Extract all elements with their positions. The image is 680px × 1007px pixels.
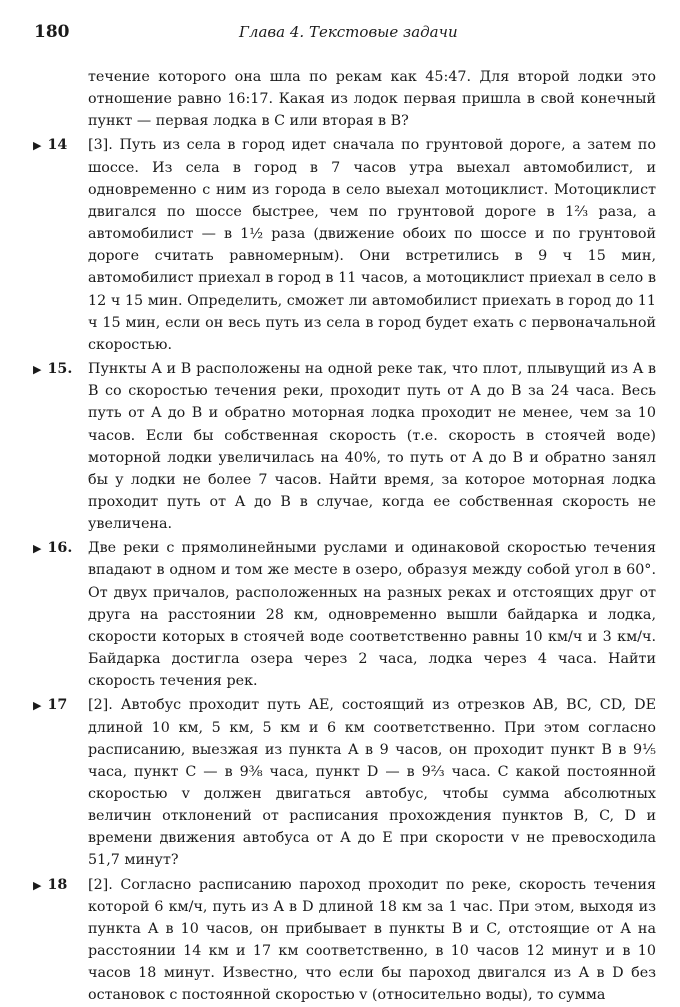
problem-text: [2]. Автобус проходит путь AE, состоящий из отрезков AB, BC, CD, DE длиной 10 км, 5 км, 5 км и 6 км соответственно. При этом согласно расписанию, выезжая из пункта A в 9 часов, он проходит пункт B в 9⅕ часа, пункт C — в 9⅜ часа, пункт D — в 9⅔ часа. С какой постоянной скоростью v должен двигаться автобус, чтобы сумма абсолютных величин отклонений от расписания прохождения пунктов B, C, D и времени движения автобуса от A до E при скорости v не превосходила 51,7 минут? <box>88 697 656 869</box>
problem-marker <box>33 134 67 157</box>
problem-16 <box>33 537 656 692</box>
problem-number: 16. <box>47 540 73 557</box>
problem-marker <box>33 537 72 560</box>
problem-15 <box>33 358 656 535</box>
problem-number: 18 <box>47 876 68 893</box>
problem-17 <box>33 694 656 871</box>
problem-number: 15. <box>47 361 73 378</box>
running-title: Глава 4. Текстовые задачи <box>239 23 458 41</box>
problem-number: 17 <box>47 697 68 714</box>
problem-18 <box>33 874 656 1007</box>
problem-14 <box>33 134 656 356</box>
problem-marker <box>33 694 67 717</box>
problem-text: Пункты A и B расположены на одной реке так, что плот, плывущий из A в B со скоростью течения реки, проходит путь от A до B за 24 часа. Весь путь от A до B и обратно моторная лодка проходит не менее, чем за 10 часов. Если бы собственная скорость (т.е. скорость в стоячей воде) моторной лодки увеличилась на 40%, то путь от A до B и обратно занял бы у лодки не более 7 часов. Найти время, за которое моторная лодка проходит путь от A до B в случае, когда ее собственная скорость не увеличена. <box>88 361 656 533</box>
triangle-icon: ▶ <box>33 878 42 892</box>
problem-text: [2]. Согласно расписанию пароход проходит по реке, скорость течения которой 6 км/ч, путь из A в D длиной 18 км за 1 час. При этом, выходя из пункта A в 10 часов, он прибывает в пункты B и C, отстоящие от A на расстоянии 14 км и 17 км соответственно, в 10 часов 12 минут и в 10 часов 18 минут. Известно, что если бы пароход двигался из A в D без остановок с постоянной скоростью v (относительно воды), то сумма <box>88 876 656 1004</box>
page-body <box>33 66 656 1007</box>
problem-text: [3]. Путь из села в город идет сначала по грунтовой дороге, а затем по шоссе. Из села в город в 7 часов утра выехал автомобилист, и одновременно с ним из города в село выехал мотоциклист. Мотоциклист двигался по шоссе быстрее, чем по грунтовой дороге в 1⅔ раза, а автомобилист — в 1½ раза (движение обоих по шоссе и по грунтовой дороге считать равномерным). Они встретились в 9 ч 15 мин, автомобилист приехал в город в 11 часов, а мотоциклист приехал в село в 12 ч 15 мин. Определить, сможет ли автомобилист приехать в город до 11 ч 15 мин, если он весь путь из села в город будет ехать с первоначальной скоростью. <box>88 137 656 353</box>
problem-marker <box>33 874 67 897</box>
triangle-icon: ▶ <box>33 363 42 377</box>
triangle-icon: ▶ <box>33 699 42 713</box>
triangle-icon: ▶ <box>33 542 42 556</box>
intro-paragraph: течение которого она шла по рекам как 45:47. Для второй лодки это отношение равно 16:17. Какая из лодок первая пришла в свой конечный пункт — первая лодка в C или вторая в B? <box>88 69 656 130</box>
page-number: 180 <box>34 22 70 42</box>
problem-text: Две реки с прямолинейными руслами и одинаковой скоростью течения впадают в одном и том же месте в озеро, образуя между собой угол в 60°. От двух причалов, расположенных на разных реках и отстоящих друг от друга на расстоянии 28 км, одновременно вышли байдарка и лодка, скорости которых в стоячей воде соответственно равны 10 км/ч и 3 км/ч. Байдарка достигла озера через 2 часа, лодка через 4 часа. Найти скорость течения рек. <box>88 540 656 690</box>
problem-number: 14 <box>47 137 68 154</box>
triangle-icon: ▶ <box>33 139 42 153</box>
page-header <box>34 22 652 46</box>
problem-marker <box>33 358 72 381</box>
